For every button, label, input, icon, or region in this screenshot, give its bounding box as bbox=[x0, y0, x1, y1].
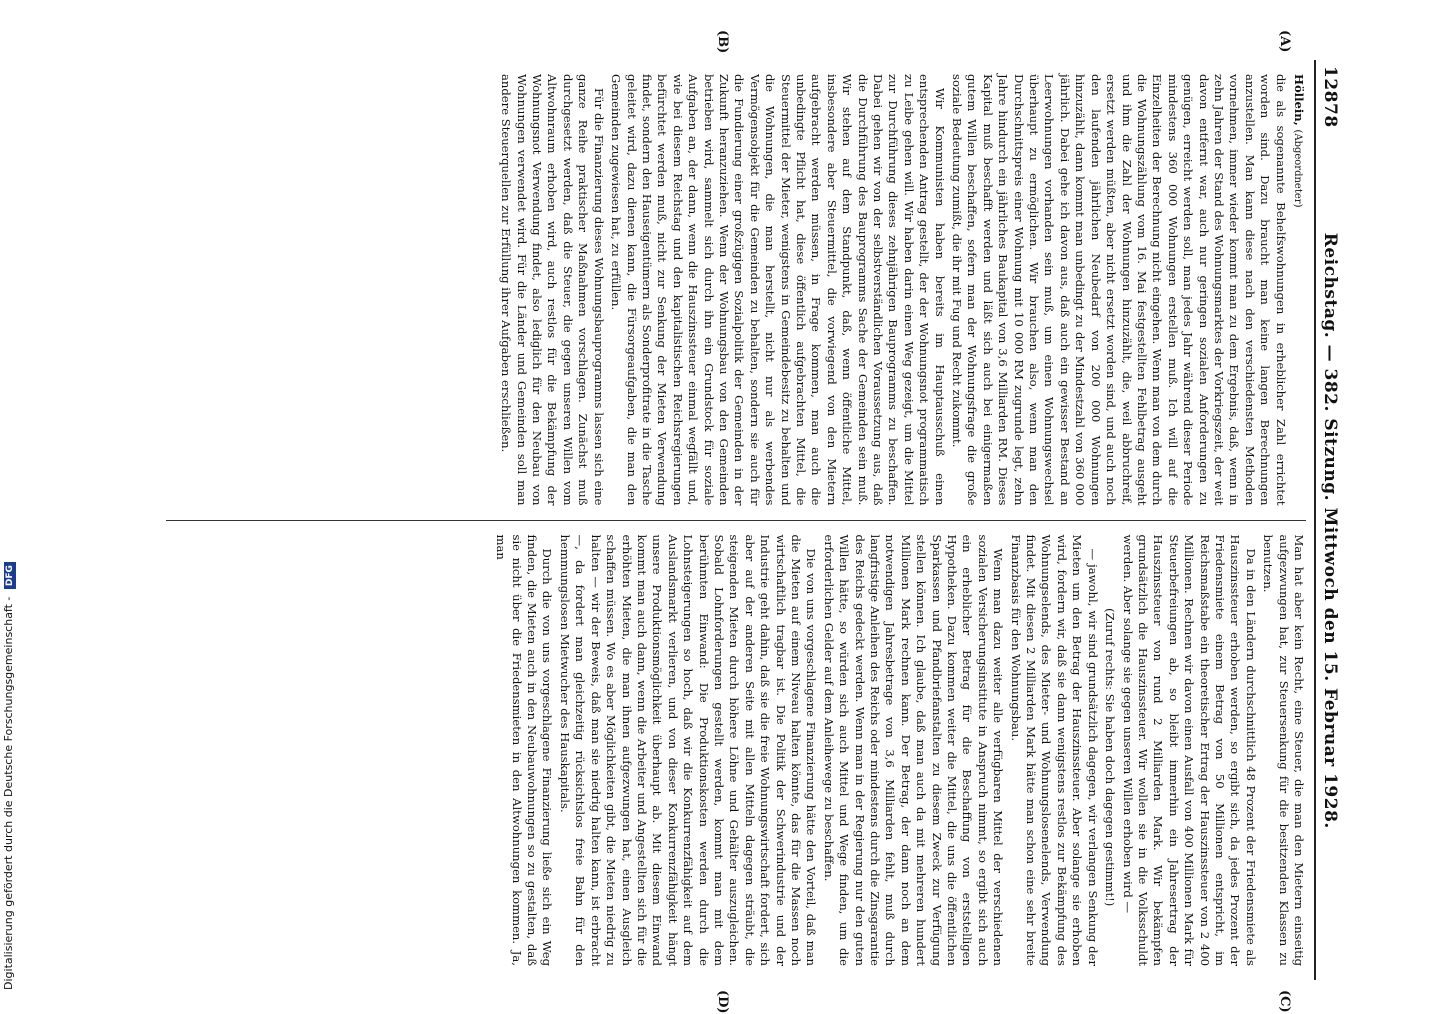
page-header bbox=[1314, 60, 1340, 980]
paragraph: Wenn man dazu weiter alle verfügbaren Mittel der verschiedenen sozialen Versicherungsinstitute in Anspruch nimmt, so ergibt sich auch ein erheblicher Betrag für die Beschaffung von erststelligen Hypotheken. Dazu kommen weiter die Mittel, die uns die öffentlichen Sparkassen und Pfandbriefanstalten zu diesem Zweck zur Verfügung stellen können. Ich glaube, daß man auch da mit mehreren hundert Millionen Mark rechnen kann. Der Betrag, der dann noch an dem notwendigen Jahresbetrage von 3,6 Milliarden fehlt, muß durch langfristige Anleihen des Reichs oder mindestens durch die Zinsgarantie des Reichs gedeckt werden. Wenn man in der Regierung nur den guten Willen hätte, so würden sich auch Mittel und Wege finden, um die erforderlichen Gelder auf dem Anleihewege zu beschaffen. bbox=[821, 534, 1006, 966]
interjection: (Zuruf rechts: Sie haben doch dagegen gestimmt!) bbox=[1103, 608, 1118, 907]
paragraph: Für die Finanzierung dieses Wohnungsbauprogramms lassen sich eine ganze Reihe praktischer Maßnahmen vorschlagen. Zunächst muß durchgesetzt werden, daß die Steuer, die gegen unseren Willen vom Altwohnraum erhoben wird, auch restlos für die Bekämpfung der Wohnungsnot Verwendung findet, also lediglich für den Neubau von Wohnungen verwendet wird. Für die Länder und Gemeinden soll man andere Steuerquellen zur Erfüllung ihrer Aufgaben erschließen. bbox=[499, 74, 606, 506]
paragraph: Wir Kommunisten haben bereits im Hauptausschuß einen entsprechenden Antrag gestellt, der der Wohnungsnot programmatisch zu Leibe gehen will. Wir haben darin einen Weg gezeigt, um die Mittel zur Durchführung dieses zehnjährigen Bauprogramms zu beschaffen. Dabei gehen wir von der selbstverständlichen Voraussetzung aus, daß die Durchführung des Bauprogramms Sache der Gemeinden sein muß. Wir stehen auf dem Standpunkt, daß, wenn öffentliche Mittel, insbesondere aber Steuermittel, die vorwiegend von den Mietern aufgebracht werden müssen, in Frage kommen, man auch die unbedingte Pflicht hat, diese öffentlich aufgebrachten Mittel, die Steuermittel der Mieter, wenigstens in Gemeindebesitz zu behalten und die Wohnungen, die man herstellt, nicht nur als werbendes Vermögensobjekt für die Gemeinden zu behalten, sondern sie auch für die Fundierung einer großzügigen Sozialpolitik der Gemeinden in der Zukunft heranzuziehen. Wenn der Wohnungsbau von den Gemeinden betrieben wird, sammelt sich durch ihn ein Grundstock für soziale Aufgaben an, der dann, wenn die Hauszinssteuer einmal wegfällt und, wie bei diesem Reichstag und den kapitalistischen Reichsregierungen befürchtet werden muß, nicht zur Senkung der Mieten Verwendung findet, sondern den Hauseigentümern als Sonderprofitrate in die Tasche geleitet wird, dazu dienen kann, die Fürsorgeaufgaben, die man den Gemeinden zugewiesen hat, zu erfüllen. bbox=[609, 74, 947, 506]
paragraph: Durch die von uns vorgeschlagene Finanzierung ließe sich ein Weg finden, die Mieten auch in den Neubauwohnungen so zu gestalten, daß sie nicht über die Friedensmieten in den Altwohnungen kommen. Ja, man bbox=[494, 534, 555, 966]
paragraph: — jawohl, wir sind grundsätzlich dagegen, wir verlangen Senkung der Mieten um den Betrag der Hauszinssteuer. Aber solange sie erhoben wird, fordern wir, daß sie dann wenigstens restlos zur Bekämpfung des Wohnungselends, des Mieter- und Wohnungslosenelends, Verwendung findet. Mit diesen 2 Milliarden Mark hätte man schon eine sehr breite Finanzbasis für den Wohnungsbau. bbox=[1008, 534, 1100, 966]
paragraph: Da in den Ländern durchschnittlich 48 Prozent der Friedensmiete als Hauszinssteuer erhoben werden, so ergibt sich, da jedes Prozent der Friedensmiete einem Betrag von 50 Millionen entspricht, im Reichsmaßstabe ein theoretischer Ertrag der Hauszinssteuer von 2 400 Millionen. Rechnen wir davon einen Ausfall von 400 Millionen Mark für Steuerbefreiungen ab, so bleibt immerhin ein Jahresertrag der Hauszinssteuer von rund 2 Milliarden Mark. Wir bekämpfen grundsätzlich die Hauszinssteuer. Wir wollen sie in die Volksschuldt werden. Aber solange sie gegen unseren Willen erhoben wird — bbox=[1120, 534, 1258, 966]
margin-marker-a: (A) bbox=[1277, 30, 1292, 53]
speaker-line: Höllein, (Abgeordneter) bbox=[1292, 74, 1306, 208]
margin-marker-d: (D) bbox=[715, 990, 730, 1014]
dfg-logo: DFG bbox=[4, 562, 16, 589]
speaker-name: Höllein, bbox=[1292, 74, 1306, 126]
speaker-role: Abgeordneter) bbox=[1292, 133, 1303, 208]
paragraph: Man hat aber kein Recht, eine Steuer, die man den Mietern einseitig aufgezwungen hat, zur Steuersenkung für die besitzenden Klassen zu benutzen. bbox=[1261, 534, 1306, 966]
digitization-credit bbox=[0, 0, 26, 1000]
page-title: Reichstag. — 382. Sitzung. Mittwoch den 15. Februar 1928. bbox=[1320, 232, 1340, 829]
paragraph: Die von uns vorgeschlagene Finanzierung hätte den Vorteil, daß man die Mieten auf einem Niveau halten könnte, das für die Massen noch wirtschaftlich tragbar ist. Die Politik der Schwerindustrie und der Industrie geht dahin, daß sie die freie Wohnungswirtschaft fordert, sich aber auf der anderen Seite mit allen Mitteln dagegen sträubt, die steigenden Mieten durch höhere Löhne und Gehälter auszugleichen. Sobald Lohnforderungen gestellt werden, kommt man mit dem berühmten Einwand: Die Produktionskosten werden durch die Lohnsteigerungen so hoch, daß wir die Konkurrenzfähigkeit auf dem Auslandsmarkt verlieren, und von dieser Konkurrenzfähigkeit hängt unsere Produktionsmöglichkeit überhaupt ab. Mit diesem Einwand kommt man auch dann, wenn die Arbeiter und Angestellten sich für die erhöhten Mieten, die man ihnen aufgezwungen hat, einen Ausgleich schaffen müssen. Wo es aber Möglichkeiten gibt, die Mieten niedrig zu halten — wir der Beweis, daß man sie niedrig halten kann, ist erbracht —, da fordert man gleichzeitig rücksichtslos freie Bahn für den hemmungslosen Mietwucher des Hauskapitals. bbox=[557, 534, 819, 966]
document-page bbox=[120, 30, 1340, 1014]
credit-text bbox=[2, 562, 16, 990]
credit-label: Digitalisierung gefördert durch die Deutsche Forschungsgemeinschaft - bbox=[2, 596, 15, 990]
right-column bbox=[166, 521, 1306, 981]
paragraph: die als sogenannte Behelfswohnungen in erheblicher Zahl errichtet worden sind. Dazu braucht man keine langen Berechnungen anzustellen. Man kann diese nach den verschiedensten Methoden vornehmen, immer wieder kommt man zu dem Ergebnis, daß, wenn in zehn Jahren der Stand des Wohnungsmarktes der Vorkriegszeit, der weit davon entfernt war, auch nur geringen sozialen Anforderungen zu genügen, erreicht werden soll, man jedes Jahr während dieser Periode mindestens 360 000 Wohnungen erstellen muß. Ich will auf die Einzelheiten der Berechnung nicht eingehen. Wenn man von dem durch die Wohnungszählung vom 16. Mai festgestellten Fehlbetrag ausgeht und ihm die Zahl der Wohnungen hinzuzählt, die, weil abbruchreif, ersetzt werden müßten, aber nicht ersetzt worden sind, und auch noch den laufenden jährlichen Neubedarf von 200 000 Wohnungen hinzuzählt, dann kommt man unbedingt zu der Mindestzahl von 360 000 jährlich. Dabei gehe ich davon aus, daß auch ein gewisser Bestand an Leerwohnungen vorhanden sein muß, um einen Wohnungswechsel überhaupt zu ermöglichen. Wir brauchen also, wenn man den Durchschnittspreis einer Wohnung mit 10 000 RM zugrunde legt, zehn Jahre hindurch ein jährliches Baukapital von 3,6 Milliarden RM. Dieses Kapital muß beschafft werden und läßt sich auch bei einigermaßen gutem Willen beschaffen, sofern man der Wohnungsfrage die große soziale Bedeutung zumißt, die ihr mit Fug und Recht zukommt. bbox=[950, 74, 1288, 506]
page-number: 12878 bbox=[1320, 66, 1340, 128]
margin-marker-b: (B) bbox=[715, 30, 730, 54]
left-column bbox=[166, 60, 1306, 520]
margin-marker-c: (C) bbox=[1277, 990, 1292, 1013]
